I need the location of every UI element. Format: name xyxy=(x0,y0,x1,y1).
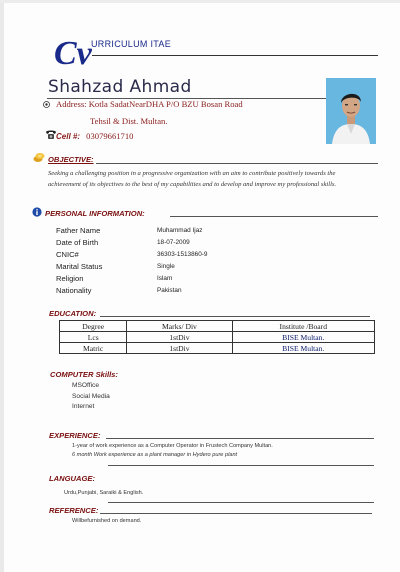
personal-info-title: PERSONAL INFORMATION: xyxy=(45,209,145,218)
experience-line-1: 1-year of work experience as a Computer Operator in Frustech Company Multan. xyxy=(72,443,273,449)
skill-item: Internet xyxy=(72,403,95,410)
objective-text: Seeking a challenging position in a progressive organization with an aim to contribute positively towards the achievement of its objectives to the best of my capabilities and to develop and improve my professional skills. xyxy=(48,170,337,188)
cv-logo xyxy=(52,34,92,74)
degree-cell: Matric xyxy=(60,343,127,354)
computer-skills-title: COMPUTER Skills: xyxy=(50,370,118,379)
cnic-value: 36303-1513860-9 xyxy=(157,251,208,258)
experience-divider-bottom xyxy=(108,465,374,466)
reference-title: REFERENCE: xyxy=(49,506,99,515)
page-edge-top xyxy=(0,0,400,3)
father-name-value: Muhammad Ijaz xyxy=(157,227,203,234)
father-name-label: Father Name xyxy=(56,226,101,235)
table-row xyxy=(60,332,375,343)
candidate-name: Shahzad Ahmad xyxy=(48,77,192,97)
religion-value: Islam xyxy=(157,275,173,282)
religion-label: Religion xyxy=(56,274,84,283)
nationality-value: Pakistan xyxy=(157,287,182,294)
marital-status-label: Marital Status xyxy=(56,262,103,271)
institute-cell: BISE Multan. xyxy=(232,343,374,354)
experience-line-2: 6 month Work experience as a plant manager in Hydero pure plant xyxy=(72,452,238,458)
degree-cell: Lcs xyxy=(60,332,127,343)
education-title: EDUCATION: xyxy=(49,309,97,318)
marks-header: Marks/ Div xyxy=(127,321,232,332)
objective-divider xyxy=(96,163,378,164)
degree-header: Degree xyxy=(60,321,127,332)
education-table xyxy=(59,320,375,354)
address-line-1 xyxy=(56,99,243,109)
info-icon xyxy=(32,207,42,217)
education-header-row xyxy=(60,321,375,332)
marks-cell: 1stDiv xyxy=(127,343,232,354)
person-portrait xyxy=(326,78,376,144)
personal-info-divider xyxy=(170,216,378,217)
logo-letters: Cv xyxy=(54,35,92,72)
coins-icon xyxy=(33,152,45,163)
dob-label: Date of Birth xyxy=(56,238,99,247)
address-value: Kotla SadatNearDHA P/O BZU Bosan Road xyxy=(88,99,243,109)
skill-item: Social Media xyxy=(72,393,110,400)
nationality-label: Nationality xyxy=(56,286,92,295)
location-pin-icon xyxy=(43,101,50,108)
experience-divider xyxy=(106,438,374,439)
skill-item: MSOffice xyxy=(72,382,99,389)
experience-title: EXPERIENCE: xyxy=(49,431,101,440)
cell-line xyxy=(56,131,133,141)
marks-cell: 1stDiv xyxy=(127,332,232,343)
table-row xyxy=(60,343,375,354)
institute-header: Institute /Board xyxy=(232,321,374,332)
cell-value: 03079661710 xyxy=(86,131,134,141)
cell-label: Cell #: xyxy=(56,132,81,141)
header-divider xyxy=(92,55,378,56)
address-line-2: Tehsil & Dist. Multan. xyxy=(90,116,168,126)
marital-status-value: Single xyxy=(157,263,175,270)
language-title: LANGUAGE: xyxy=(49,474,95,483)
cnic-label: CNIC# xyxy=(56,250,79,259)
objective-title: OBJECTIVE: xyxy=(48,155,94,164)
page-edge xyxy=(0,0,4,572)
education-divider xyxy=(100,316,370,317)
header-title: URRICULUM ITAE xyxy=(91,39,172,49)
language-text: Urdu,Punjabi, Saraiki & English. xyxy=(64,490,144,496)
profile-photo xyxy=(326,78,376,144)
dob-value: 18-07-2009 xyxy=(157,239,190,246)
address-label: Address: xyxy=(56,99,87,109)
reference-text: Willbefurnished on demand. xyxy=(72,518,142,524)
reference-divider xyxy=(100,513,372,514)
institute-cell: BISE Multan. xyxy=(232,332,374,343)
language-divider xyxy=(108,502,374,503)
